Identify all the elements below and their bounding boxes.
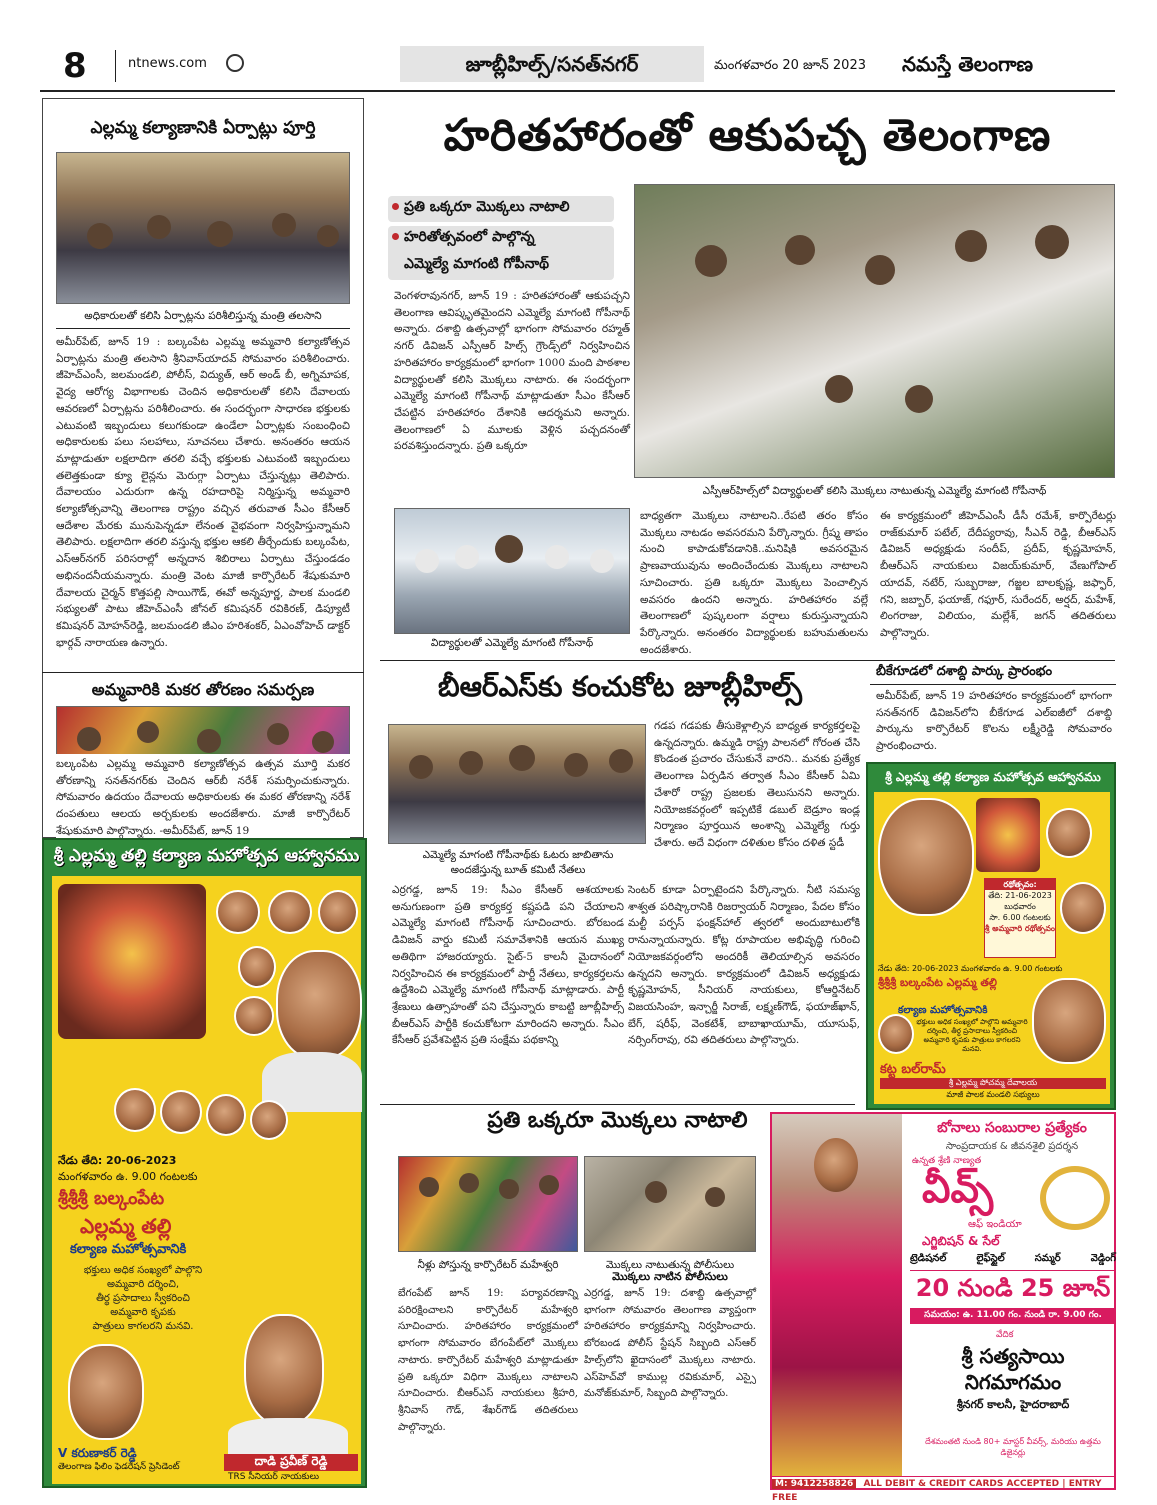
ad-right-name: కట్ట బల్‌రామ్: [880, 1062, 946, 1077]
leader-photo-9: [250, 1100, 288, 1140]
plant-caption2: మొక్కలు నాటుతున్న పోలీసులు: [605, 1259, 735, 1271]
ad-right-leader-photo: [878, 798, 974, 916]
leader-photo-6: [114, 1088, 156, 1132]
masthead: [0, 0, 1157, 95]
ad-right-title2: కల్యాణ మహోత్సవానికి: [898, 1005, 988, 1016]
plant-photo1: [398, 1156, 578, 1252]
lead-small-photo: [394, 508, 630, 634]
ad-left-person2-title: TRS సీనియర్ నాయకులు: [228, 1472, 319, 1482]
leader-photo-1: [216, 890, 260, 934]
ad-right-banner: శ్రీ ఎల్లమ్మ తల్లి కల్యాణ మహోత్సవ ఆహ్వానము: [885, 770, 1101, 784]
ad-left-invite: భక్తులు అధిక సంఖ్యలో పాల్గొని అమ్మవారి దర్శించి, తీర్థ ప్రసాదాలు స్వీకరించి అమ్మవారి కృపకు పాత్రులు కాగలరని మనవి.: [83, 1265, 203, 1332]
plant-headline: ప్రతి ఒక్కరూ మొక్కలు నాటాలి: [487, 1108, 748, 1133]
ad-left-banner: శ్రీ ఎల్లమ్మ తల్లి కల్యాణ మహోత్సవ ఆహ్వానము: [53, 846, 360, 866]
leader-photo-5: [234, 996, 274, 1036]
date-label: మంగళవారం 20 జూన్ 2023: [714, 58, 866, 73]
ad-right-small-photo1: [1046, 808, 1092, 858]
globe-icon: [226, 54, 244, 72]
leader-photo-7: [160, 1090, 202, 1134]
weaves-venue2: నిగమాగమం: [964, 1370, 1062, 1394]
leader-photo-4: [238, 946, 276, 988]
lead-body3: ఈ కార్యక్రమంలో జీహెచ్ఎంసీ డీసీ రమేశ్, కార్పొరేటర్లు రాజ్‌కుమార్ పటేల్, దేదీప్యరావు, సీఎన్ రెడ్డి, బీఆర్ఎస్ డివిజన్ అధ్యక్షుడు సందీప్, ప్రదీప్, కృష్ణమోహన్, బీఆర్ఎస్ నాయకులు విజయ్‌కుమార్, వేణుగోపాల్ యాదవ్, నటేర్, సుబ్బరాజు, గజ్జల బాలకృష్ణ, జఫ్ఫార్, గని, జబ్బార్, ఫయాజ్, గఫూర్, సురేందర్, అర్షద్, మహేశ్, లింగరాజు, విలియం, మల్లేశ్, జగన్ తదితరులు పాల్గొన్నారు.: [880, 510, 1116, 639]
lead-main-caption: ఎస్పీఆర్‌హిల్స్‌లో విద్యార్థులతో కలిసి మొక్కలు నాటుతున్న ఎమ్మెల్యే మాగంటి గోపీనాథ్: [702, 485, 1047, 497]
plant-body2: ఎర్రగడ్డ, జూన్ 19: దశాబ్ది ఉత్సవాల్లో భాగంగా సోమవారం తెలంగాణ వ్యాప్తంగా హరితహారం కార్యక్రమాన్ని నిర్వహించారు. బోరబండ పోలీస్ స్టేషన్ సిబ్బంది ఎస్ఆర్ హిల్స్‌లోని ఖైదాసంలో మొక్కలు నాటారు. ఎస్‌హెచ్‌వో కాముల్ల రవికుమార్, ఎస్సై మనోజ్‌కుమార్, సిబ్బంది పాల్గొన్నారు.: [584, 1288, 756, 1400]
left-story1-caption: అధికారులతో కలిసి ఏర్పాట్లను పరిశీలిస్తున్న మంత్రి తలసాని: [84, 310, 322, 322]
left-story1-photo: [56, 152, 350, 304]
weaves-dates: 20 నుండి 25 జూన్: [915, 1274, 1111, 1302]
brs-caption: ఎమ్మెల్యే మాగంటి గోపీనాథ్‌కు ఓటరు జాబితాను అందజేస్తున్న బూత్ కమిటీ నేతలు: [422, 849, 614, 876]
ad-right-person-photo: [1032, 978, 1106, 1064]
ad-right-role1: శ్రీ ఎల్లమ్మ పోచమ్మ దేవాలయ: [880, 1078, 1106, 1089]
lead-body1: వెంగళరావునగర్, జూన్ 19 : హరితహారంతో ఆకుపచ్చని తెలంగాణ ఆవిష్కృతమైందని ఎమ్మెల్యే మాగంటి గోపీనాథ్ అన్నారు. దశాబ్ది ఉత్సవాల్లో భాగంగా సోమవారం రహ్మత్ నగర్ డివిజన్ ఎస్పీఆర్ హిల్స్ గ్రౌండ్స్‌లో నిర్వహించిన హరితహారం కార్యక్రమంలో భాగంగా 1000 మంది పాఠశాల విద్యార్థులతో కలిసి మొక్కలు నాటారు. ఈ సందర్భంగా ఎమ్మెల్యే మాగంటి గోపీనాథ్ మాట్లాడుతూ సీఎం కేసీఆర్ చేపట్టిన హరితహారం దేశానికి ఆదర్శమని అన్నారు. తెలంగాణలో ఏ మూలకు వెళ్లిన పచ్చదనంతో పరవశిస్తుందన్నారు. ప్రతి ఒక్కరూ: [394, 290, 630, 453]
weaves-entry: ENTRY FREE: [772, 1479, 1102, 1503]
ad-right-small-photo2: [1060, 882, 1106, 934]
weaves-note: దేశమంతటి నుండి 80+ మాస్టర్ వీవర్స్, మరియు ఉత్తమ డిజైనర్లు: [925, 1437, 1101, 1457]
weaves-brand-sub: ఆఫ్ ఇండియా: [968, 1219, 1022, 1230]
main-leader-photo: [276, 950, 362, 1060]
weaves-timing: సమయం: ఉ. 11.00 గం. నుండి రా. 9.00 గం.: [910, 1308, 1116, 1324]
page-number: 8: [63, 46, 87, 86]
leader-photo-3: [318, 890, 358, 934]
weaves-mobile: M: 9412258826: [772, 1479, 856, 1489]
ad-left: [42, 838, 367, 1488]
weaves-cards: ALL DEBIT & CREDIT CARDS ACCEPTED: [863, 1479, 1060, 1489]
weaves-swirl-icon: [1040, 1166, 1110, 1230]
ad-left-person1-name: V కరుణాకర్ రెడ్డి: [58, 1446, 137, 1463]
small-story-body: అమీర్‌పేట్, జూన్ 19 హరితహారం కార్యక్రమంలో భాగంగా సనత్‌నగర్ డివిజన్‌లోని బీకేగూడ ఎల్ఐజీలో దశాబ్ది పార్కును కార్పొరేటర్ కొలను లక్ష్మీరెడ్డి సోమవారం ప్రారంభించారు.: [876, 690, 1112, 753]
ad-left-time: మంగళవారం ఉ. 9.00 గంటలకు: [58, 1170, 198, 1183]
plant-photo2: [584, 1156, 756, 1252]
left-story1-headline: ఎల్లమ్మ కల్యాణానికి ఏర్పాట్లు పూర్తి: [90, 118, 316, 138]
person1-photo: [68, 1344, 144, 1440]
paper-name: నమస్తే తెలంగాణ: [902, 52, 1034, 76]
lead-body2: బాధ్యతగా మొక్కలు నాటాలని..రేపటి తరం కోసం మొక్కలు నాటడం అవసరమని పేర్కొన్నారు. గ్రీష్మ తాపం నుంచి కాపాడుకోవడానికి..మనిషికి అవసరమైన ప్రాణవాయువును అందించేందుకు మొక్కలు నాటాలని సూచించారు. ప్రతి ఒక్కరూ మొక్కలు పెంచాల్సిన అవసరం ఉందని అన్నారు. హరితహారం వల్లే తెలంగాణలో పుష్కలంగా వర్షాలు కురుస్తున్నాయని పేర్కొన్నారు. అనంతరం విద్యార్థులకు బహుమతులను అందజేశారు.: [640, 510, 868, 656]
brs-body-right: గడప గడపకు తీసుకెళ్లాల్సిన బాధ్యత కార్యకర్తలపై ఉన్నదన్నారు. ఉమ్మడి రాష్ట్ర పాలనలో గోరంత చేసి కొండంత ప్రచారం చేసుకునే వారని.. మనకు ప్రత్యేక తెలంగాణ ఏర్పడిన తర్వాత సీఎం కేసీఆర్ ఏమి చేశారో రాష్ట్ర ప్రజలకు తెలుసునని అన్నారు. నియోజకవర్గంలో ఇప్పటికే డబుల్ బెడ్రూం ఇండ్ల నిర్మాణం పూర్తయిన అంశాన్ని ఎమ్మెల్యే గుర్తు చేశారు. అదే విధంగా దళితుల కోసం దళిత స్టడీ: [654, 720, 860, 849]
weaves-venue-label: వేదిక: [996, 1330, 1014, 1340]
brs-body-mid: సెంటర్ కూడా ఏర్పాటైందని పేర్కొన్నారు. నీటి సమస్య శాశ్వత పరిష్కారానికి రిజర్వాయర్ నిర్మాణం, పేదల కోసం మల్టీ పర్పస్ ఫంక్షన్‌హాల్ త్వరలో అందుబాటులోకి రానున్నాయన్నారు. కోట్ల రూపాయల అభివృద్ధి గురించి నియోజకవర్గంలోని అందరికీ తెలియాల్సిన అవసరం ఉన్నదని అన్నారు. కార్యక్రమంలో డివిజన్ అధ్యక్షుడు కృష్ణమోహన్, సీనియర్ నాయకులు, కోఆర్డినేటర్ విజయసింహ, ఇన్చార్జీ సిరాజ్, లక్ష్మణ్‌గౌడ్, ఫయాజ్‌ఖాన్, బేగ్, షరీఫ్, వెంకటేశ్, బాబాఖాయూమ్, యూసుఫ్, నర్సింగ్‌రావు, రవి తదితరులు పాల్గొన్నారు.: [628, 884, 860, 1047]
ad-left-date: నేడు తేది: 20-06-2023: [58, 1154, 177, 1167]
ad-right: [866, 762, 1116, 1110]
ad-weaves: [770, 1112, 1116, 1503]
leader-photo-8: [206, 1094, 246, 1136]
weaves-venue1: శ్రీ సత్యసాయి: [961, 1344, 1065, 1368]
left-story2-body: బల్కంపేట ఎల్లమ్మ అమ్మవారి కల్యాణోత్సవ ఉత్సవ మూర్తి మకర తోరణాన్ని సనత్‌నగర్‌కు చెందిన ఆర్‌బీ నరేశ్ సమర్పించుకున్నారు. సోమవారం ఉదయం దేవాలయ అధికారులకు ఈ మకర తోరణాన్ని నరేశ్ దంపతులు ఆలయ అర్చకులకు అందజేశారు. మాజీ కార్పొరేటర్ శేషుకుమారి పాల్గొన్నారు. -అమీర్‌పేట్, జూన్ 19: [56, 754, 350, 838]
model-face: [814, 1138, 858, 1192]
plant-body1: బేగంపేట్ జూన్ 19: పర్యావరణాన్ని పరిరక్షించాలని కార్పొరేటర్ మహేశ్వరి సూచించారు. హరితహారం కార్యక్రమంలో భాగంగా సోమవారం బేగంపేట్‌లో మొక్కలు నాటారు. కార్పొరేటర్ మహేశ్వరి మాట్లాడుతూ ప్రతి ఒక్కరూ విధిగా మొక్కలు నాటాలని సూచించారు. బీఆర్ఎస్ నాయకులు శ్రీహరి, శ్రీనివాస్ గౌడ్, శేఖర్‌గౌడ్ తదితరులు పాల్గొన్నారు.: [398, 1288, 578, 1433]
ad-right-invite: భక్తులు అధిక సంఖ్యలో పాల్గొని అమ్మవారి దర్శించి, తీర్థ ప్రసాదాలు స్వీకరించి అమ్మవారి కృపకు పాత్రులు కాగలరని మనవి.: [916, 1018, 1028, 1053]
weaves-footer: M: 9412258826 ALL DEBIT & CREDIT CARDS ACCEPTED | ENTRY FREE: [772, 1476, 1114, 1490]
person2-photo: [244, 1314, 324, 1426]
ad-left-person1-title: తెలంగాణ ఫిలిం ఫెడరేషన్ ప్రెసిడెంట్: [58, 1462, 180, 1472]
weaves-venue3: శ్రీనగర్ కాలనీ, హైదరాబాద్: [956, 1398, 1070, 1411]
plant-caption1: నీళ్లు పోస్తున్న కార్పొరేటర్ మహేశ్వరి: [417, 1259, 559, 1271]
ad-right-rath-box: రథోత్సవం: తేది: 21-06-2023 బుధవారం సా. 6.00 గంటలకు శ్రీ అమ్మవారి రథోత్సవం: [984, 878, 1056, 958]
section-label: జూబ్లీహిల్స్/సనత్‌నగర్: [400, 46, 704, 82]
ad-right-role2: మాజీ పాలక మండలి సభ్యులు: [946, 1090, 1040, 1099]
brs-body-left: ఎర్రగడ్డ, జూన్ 19: సీఎం కేసీఆర్ ఆశయాలకు అనుగుణంగా ప్రతి కార్యకర్త కష్టపడి పని చేయాలని ఎమ్మెల్యే మాగంటి గోపీనాథ్ సూచించారు. బోరబండ డివిజన్ వార్డు కమిటీ సమావేశానికి ఆయన ముఖ్య అతిథిగా హాజరయ్యారు. సైట్-5 కాలనీ మైదానంలో నిర్వహించిన ఈ కార్యక్రమంలో పార్టీ నేతలు, కార్యకర్తలను ఉద్దేశించి ఎమ్మెల్యే మాగంటి గోపీనాథ్ మాట్లాడారు. పార్టీ శ్రేణులు ఉత్సాహంతో పని చేస్తున్నారు కాబట్టి జూబ్లీహిల్స్ బీఆర్ఎస్ పార్టీకి కంచుకోటగా మారిందని అన్నారు. సీఎం కేసీఆర్ ప్రవేశపెట్టిన ప్రతి సంక్షేమ పథకాన్ని: [392, 884, 624, 1047]
ad-right-title1: శ్రీశ్రీశ్రీ బల్కంపేట ఎల్లమ్మ తల్లి: [878, 976, 997, 989]
ad-left-title1: శ్రీశ్రీశ్రీ బల్కంపేట: [58, 1188, 165, 1209]
weaves-categories: ట్రెడిషనల్ లైఫ్‌స్టైల్ సమ్మర్ వెడ్డింగ్: [910, 1253, 1116, 1264]
ad-right-goddess: [976, 798, 1040, 872]
lead-bullets: ప్రతి ఒక్కరూ మొక్కలు నాటాలి హరితోత్సవంలో పాల్గొన్న ఎమ్మెల్యే మాగంటి గోపీనాథ్: [380, 188, 616, 288]
weaves-top2: సాంప్రదాయక & జీవనశైలి ప్రదర్శన: [945, 1141, 1079, 1152]
weaves-tagline: ఎగ్జిబిషన్ & సేల్: [922, 1234, 1000, 1248]
site-link[interactable]: ntnews.com: [128, 56, 207, 71]
bullet-icon: [392, 203, 399, 210]
left-story1-body: అమీర్‌పేట్, జూన్ 19 : బల్కంపేట ఎల్లమ్మ అమ్మవారి కల్యాణోత్సవ ఏర్పాట్లను మంత్రి తలసాని శ్రీనివాస్‌యాదవ్ సోమవారం పరిశీలించారు. జీహెచ్ఎంసీ, జలమండలి, పోలీస్, విద్యుత్, ఆర్ అండ్ బీ, అగ్నిమాపక, వైద్య ఆరోగ్య విభాగాలకు చెందిన అధికారులతో కలిసి దేవాలయ ఆవరణలో ఏర్పాట్లను పరిశీలించారు. ఈ సందర్భంగా సాధారణ భక్తులకు ఎటువంటి ఇబ్బందులు కలుగకుండా ఉండేలా ఏర్పాట్లకు సంబంధించి అధికారులకు పలు సలహాలు, సూచనలు చేశారు. అనంతరం ఆయన మాట్లాడుతూ లక్షలాదిగా తరలి వచ్చే భక్తులకు ఎటువంటి ఇబ్బందులు తలెత్తకుండా క్యూ లైన్లను మెరుగ్గా ఏర్పాటు చేస్తున్నట్లు తెలిపారు. దేవాలయం ఎదురుగా ఉన్న రహదారిపై నిర్మిస్తున్న అమ్మవారి కల్యాణోత్సవాన్ని తెలంగాణ రాష్ట్రం వచ్చిన తరువాత సీఎం కేసీఆర్ ఆదేశాల మేరకు మునుపెన్నడూ లేనంత వైభవంగా నిర్వహిస్తున్నామని తెలిపారు. లక్షలాదిగా తరలి వస్తున్న భక్తుల ఆకలి తీర్చేందుకు బల్కంపేట, ఎస్ఆర్‌నగర్ పరిసరాల్లో అన్నదాన శిబిరాలు ఏర్పాటు చేస్తుండడం అభినందనీయమన్నారు. మంత్రి వెంట మాజీ కార్పొరేటర్ శేషుకుమారి దేవాలయ చైర్మన్ కొత్తపల్లి సాయిగౌడ్, ఈవో అన్నపూర్ణ, పాలక మండలి సభ్యులతో పాటు జీహెచ్ఎంసీ జోనల్ కమిషనర్ రవికిరణ్, డిప్యూటీ కమిషనర్ మోహన్‌రెడ్డి, జలమండలి జీఎం హరిశంకర్, ఏఎంవోహెచ్ డాక్టర్ భార్గవ్ నారాయణ ఉన్నారు.: [56, 336, 350, 649]
leader-photo-2: [268, 890, 312, 934]
lead-headline: హరితహారంతో ఆకుపచ్చ తెలంగాణ: [443, 110, 1052, 161]
weaves-quality: ఉన్నత శ్రేణి నాణ్యత: [912, 1156, 982, 1166]
brs-headline: బీఆర్ఎస్‌కు కంచుకోట జూబ్లీహిల్స్: [437, 670, 802, 703]
lead-main-photo: [634, 184, 1115, 478]
ad-right-date: నేడు తేది: 20-06-2023 మంగళవారం ఉ. 9.00 గంటలకు: [878, 964, 1063, 973]
ad-left-person2-name: దాడి ప్రవీణ్ రెడ్డి: [224, 1454, 358, 1471]
lead-small-caption: విద్యార్థులతో ఎమ్మెల్యే మాగంటి గోపీనాథ్: [430, 637, 594, 649]
plant-subhead2: మొక్కలు నాటిన పోలీసులు: [612, 1270, 728, 1283]
small-story-headline: బీకేగూడలో దశాబ్ది పార్కు ప్రారంభం: [876, 664, 1053, 679]
ad-left-title2: ఎల్లమ్మ తల్లి: [80, 1214, 172, 1238]
ad-right-small-photo3: [878, 1014, 914, 1054]
left-story2-headline: అమ్మవారికి మకర తోరణం సమర్పణ: [91, 680, 315, 699]
goddess-image: [58, 884, 206, 1039]
bullet-icon: [392, 233, 399, 240]
weaves-brand: వీవ్స్: [922, 1166, 994, 1212]
brs-photo: [388, 724, 646, 844]
ad-left-title3: కల్యాణ మహోత్సవానికి: [70, 1242, 187, 1257]
weaves-top1: బోనాలు సంబురాల ప్రత్యేకం: [937, 1120, 1087, 1136]
